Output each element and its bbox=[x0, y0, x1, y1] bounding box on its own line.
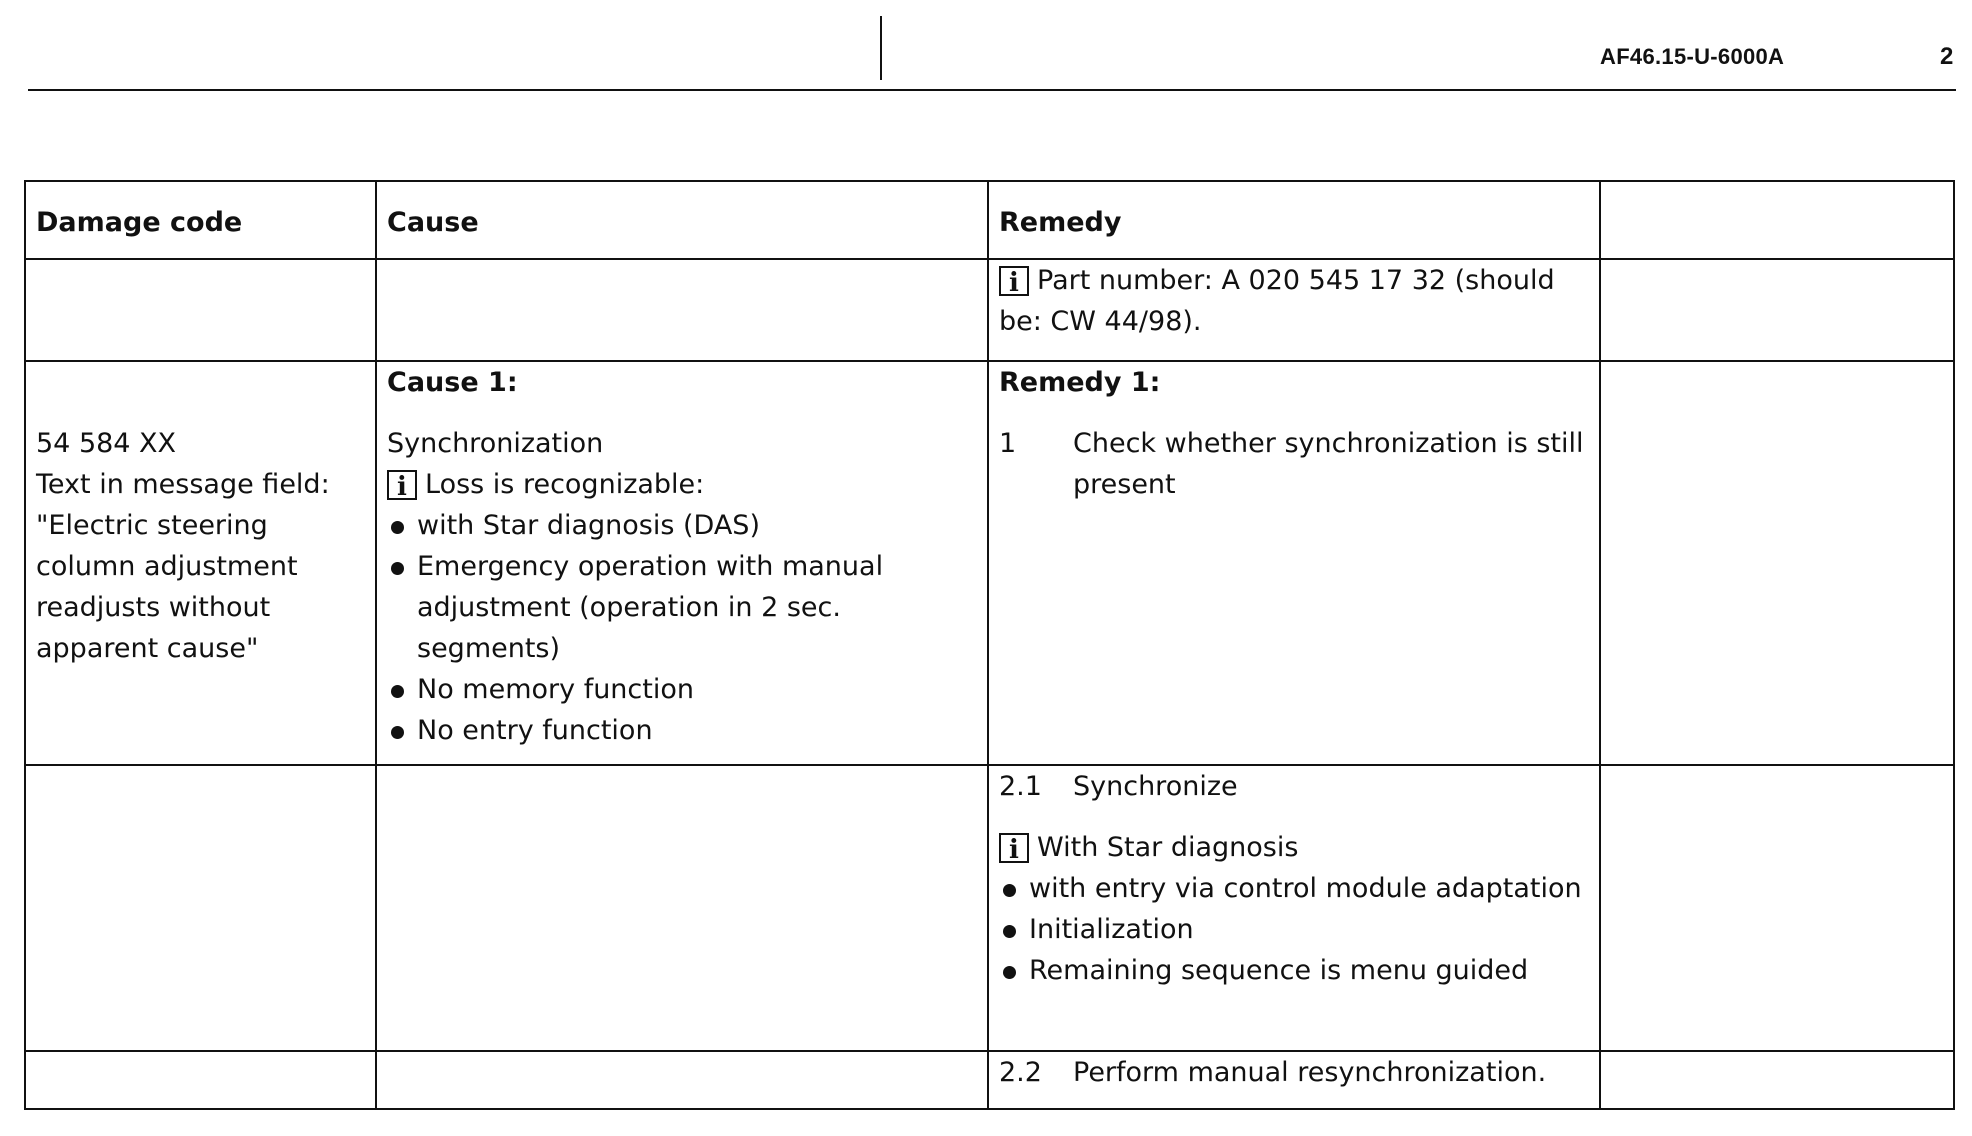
document-code: AF46.15-U-6000A bbox=[1600, 44, 1785, 69]
cell-extra bbox=[1600, 1051, 1954, 1109]
remedy-note bbox=[999, 827, 1589, 868]
cell-extra bbox=[1600, 259, 1954, 361]
damage-code-line: column adjustment bbox=[36, 551, 298, 582]
list-item-text: No entry function bbox=[417, 715, 653, 746]
list-item bbox=[999, 950, 1589, 991]
remedy-step bbox=[999, 766, 1589, 807]
cell-cause bbox=[376, 259, 988, 361]
cell-extra bbox=[1600, 765, 1954, 1051]
cell-remedy bbox=[988, 259, 1600, 361]
list-item-text: Emergency operation with manual adjustment (operation in 2 sec. segments) bbox=[417, 551, 884, 664]
cause-note bbox=[387, 464, 977, 505]
step-number: 2.1 bbox=[999, 771, 1042, 802]
cell-remedy bbox=[988, 361, 1600, 765]
cell-extra bbox=[1600, 361, 1954, 765]
table-row bbox=[25, 259, 1954, 361]
header-cause: Cause bbox=[376, 181, 988, 259]
damage-code-text bbox=[36, 423, 365, 669]
info-icon: i bbox=[999, 833, 1029, 863]
table-row bbox=[25, 765, 1954, 1051]
header-remedy: Remedy bbox=[988, 181, 1600, 259]
damage-code-line: Text in message field: bbox=[36, 469, 330, 500]
step-text: Synchronize bbox=[1073, 771, 1238, 802]
cell-damage-code bbox=[25, 361, 376, 765]
list-item bbox=[999, 868, 1589, 909]
damage-code-line: "Electric steering bbox=[36, 510, 268, 541]
cell-cause bbox=[376, 361, 988, 765]
remedy-note-text: With Star diagnosis bbox=[1037, 832, 1299, 863]
bullet-icon bbox=[1003, 884, 1016, 897]
list-item-text: Remaining sequence is menu guided bbox=[1029, 955, 1529, 986]
table-row bbox=[25, 361, 1954, 765]
damage-code-line: readjusts without bbox=[36, 592, 271, 623]
cell-cause bbox=[376, 765, 988, 1051]
header-damage-code: Damage code bbox=[25, 181, 376, 259]
bullet-icon bbox=[1003, 925, 1016, 938]
cause-heading: Cause 1: bbox=[387, 367, 518, 398]
header-rule bbox=[28, 89, 1956, 91]
step-text: Check whether synchronization is still present bbox=[1073, 428, 1584, 500]
step-text: Perform manual resynchronization. bbox=[1073, 1057, 1547, 1088]
bullet-icon bbox=[1003, 966, 1016, 979]
table-row bbox=[25, 1051, 1954, 1109]
list-item-text: with entry via control module adaptation bbox=[1029, 873, 1582, 904]
header-extra bbox=[1600, 181, 1954, 259]
info-icon: i bbox=[999, 266, 1029, 296]
step-number: 2.2 bbox=[999, 1057, 1042, 1088]
cell-damage-code bbox=[25, 259, 376, 361]
part-number-note: Part number: A 020 545 17 32 (should be: CW 44/98). bbox=[999, 265, 1555, 337]
remedy-bullet-list bbox=[999, 868, 1589, 991]
bullet-icon bbox=[391, 685, 404, 698]
header-tick-mark bbox=[880, 16, 882, 80]
list-item bbox=[387, 505, 977, 546]
cell-remedy bbox=[988, 1051, 1600, 1109]
list-item bbox=[999, 909, 1589, 950]
info-icon: i bbox=[387, 470, 417, 500]
cause-bullet-list bbox=[387, 505, 977, 751]
list-item-text: Initialization bbox=[1029, 914, 1194, 945]
bullet-icon bbox=[391, 521, 404, 534]
remedy-heading: Remedy 1: bbox=[999, 367, 1161, 398]
damage-code-line: apparent cause" bbox=[36, 633, 259, 664]
cell-cause bbox=[376, 1051, 988, 1109]
cell-remedy bbox=[988, 765, 1600, 1051]
remedy-step bbox=[999, 423, 1589, 505]
bullet-icon bbox=[391, 562, 404, 575]
page-number: 2 bbox=[1940, 43, 1954, 70]
damage-code-line: 54 584 XX bbox=[36, 428, 177, 459]
list-item bbox=[387, 710, 977, 751]
list-item-text: No memory function bbox=[417, 674, 694, 705]
step-number: 1 bbox=[999, 428, 1017, 459]
list-item bbox=[387, 546, 977, 669]
cell-damage-code bbox=[25, 765, 376, 1051]
damage-code-table bbox=[24, 180, 1955, 1110]
list-item-text: with Star diagnosis (DAS) bbox=[417, 510, 760, 541]
bullet-icon bbox=[391, 726, 404, 739]
cell-damage-code bbox=[25, 1051, 376, 1109]
table-header-row bbox=[25, 181, 1954, 259]
cause-title: Synchronization bbox=[387, 428, 604, 459]
cause-note-text: Loss is recognizable: bbox=[425, 469, 705, 500]
remedy-step bbox=[999, 1052, 1589, 1093]
list-item bbox=[387, 669, 977, 710]
